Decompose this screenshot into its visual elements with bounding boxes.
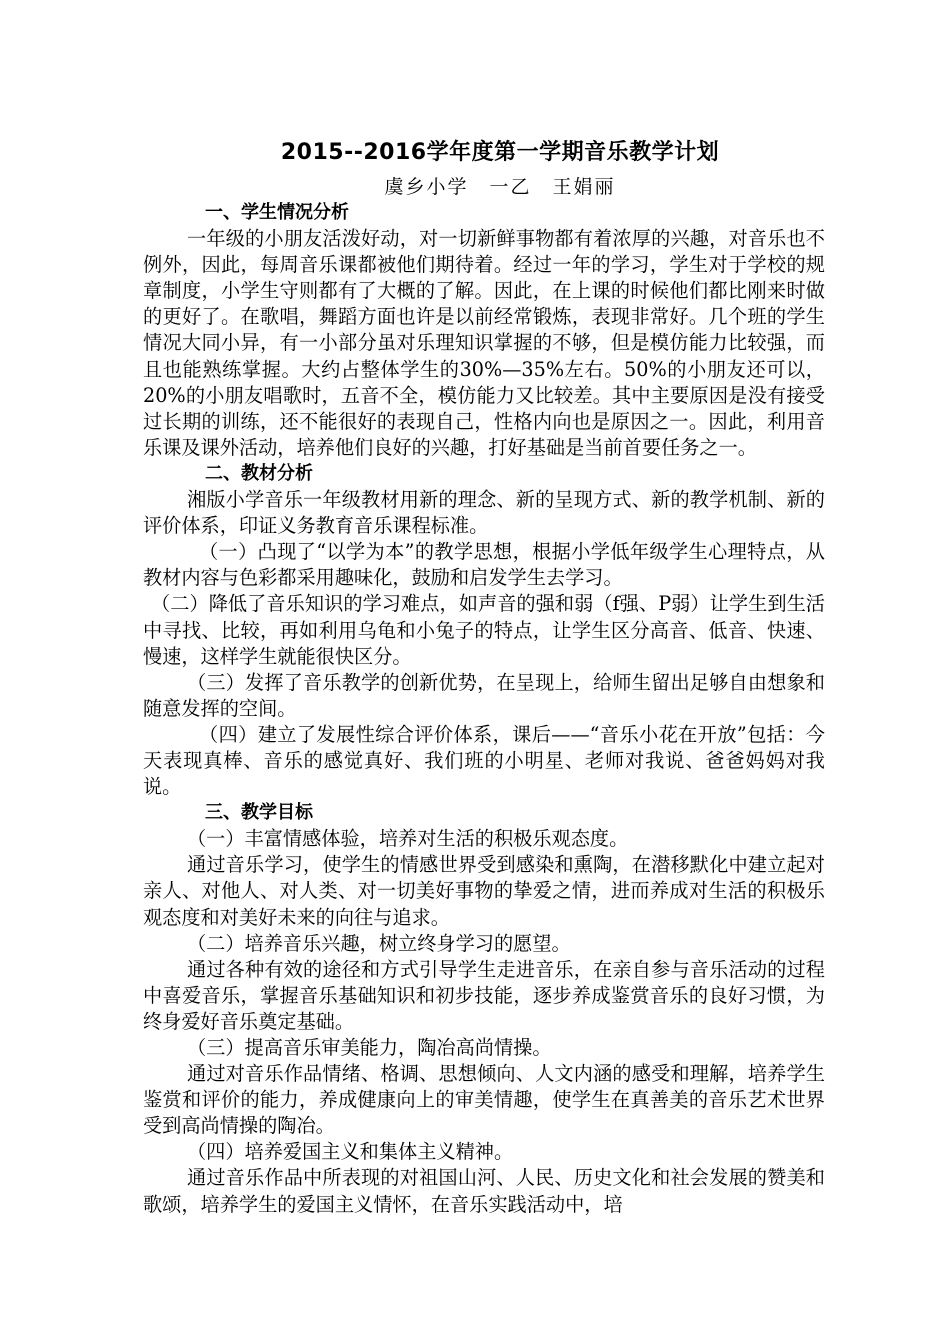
document-body — [143, 200, 825, 1218]
paragraph: 一年级的小朋友活泼好动，对一切新鲜事物都有着浓厚的兴趣，对音乐也不例外，因此，每周音乐课都被他们期待着。经过一年的学习，学生对于学校的规章制度，小学生守则都有了大概的了解。因此，在上课的时候他们都比刚来时做的更好了。在歌唱，舞蹈方面也许是以前经常锻炼，表现非常好。几个班的学生情况大同小异，有一小部分虽对乐理知识掌握的不够，但是模仿能力比较强，而且也能熟练掌握。大约占整体学生的30%—35%左右。50%的小朋友还可以，20%的小朋友唱歌时，五音不全，模仿能力又比较差。其中主要原因是没有接受过长期的训练，还不能很好的表现自己，性格内向也是原因之一。因此，利用音乐课及课外活动，培养他们良好的兴趣，打好基础是当前首要任务之一。 — [143, 227, 825, 459]
paragraph: （二）降低了音乐知识的学习难点，如声音的强和弱（f强、P弱）让学生到生活中寻找、比较，再如利用乌龟和小兔子的特点，让学生区分高音、低音、快速、慢速，这样学生就能很快区分。 — [143, 592, 825, 668]
paragraph: 通过音乐学习，使学生的情感世界受到感染和熏陶，在潜移默化中建立起对亲人、对他人、对人类、对一切美好事物的挚爱之情，进而养成对生活的积极乐观态度和对美好未来的向往与追求。 — [143, 853, 825, 929]
document-author: 虞乡小学 一乙 王娟丽 — [384, 176, 616, 198]
paragraph: （一）丰富情感体验，培养对生活的积极乐观态度。 — [187, 827, 629, 851]
paragraph: 湘版小学音乐一年级教材用新的理念、新的呈现方式、新的教学机制、新的评价体系，印证义务教育音乐课程标准。 — [143, 488, 825, 538]
paragraph: （二）培养音乐兴趣，树立终身学习的愿望。 — [187, 931, 571, 955]
paragraph: （四）培养爱国主义和集体主义精神。 — [187, 1140, 514, 1164]
paragraph: （三）发挥了音乐教学的创新优势，在呈现上，给师生留出足够自由想象和随意发挥的空间。 — [143, 670, 825, 720]
section-heading: 二、教材分析 — [205, 462, 313, 484]
paragraph: 通过各种有效的途径和方式引导学生走进音乐，在亲自参与音乐活动的过程中喜爱音乐，掌握音乐基础知识和初步技能，逐步养成鉴赏音乐的良好习惯，为终身爱好音乐奠定基础。 — [143, 957, 825, 1033]
paragraph: 通过对音乐作品情绪、格调、思想倾向、人文内涵的感受和理解，培养学生鉴赏和评价的能力，养成健康向上的审美情趣，使学生在真善美的音乐艺术世界受到高尚情操的陶冶。 — [143, 1062, 825, 1138]
document-title: 2015--2016学年度第一学期音乐教学计划 — [280, 140, 720, 165]
paragraph: 通过音乐作品中所表现的对祖国山河、人民、历史文化和社会发展的赞美和歌颂，培养学生的爱国主义情怀，在音乐实践活动中，培 — [143, 1166, 825, 1216]
section-heading: 一、学生情况分析 — [205, 202, 349, 223]
paragraph: （三）提高音乐审美能力，陶冶高尚情操。 — [187, 1036, 552, 1059]
paragraph: （一）凸现了“以学为本”的教学思想，根据小学低年级学生心理特点，从教材内容与色彩都采用趣味化，鼓励和启发学生去学习。 — [143, 540, 825, 590]
section-heading: 三、教学目标 — [205, 802, 313, 824]
paragraph: （四）建立了发展性综合评价体系，课后——“音乐小花在开放”包括：今天表现真棒、音乐的感觉真好、我们班的小明星、老师对我说、爸爸妈妈对我说。 — [143, 722, 825, 799]
